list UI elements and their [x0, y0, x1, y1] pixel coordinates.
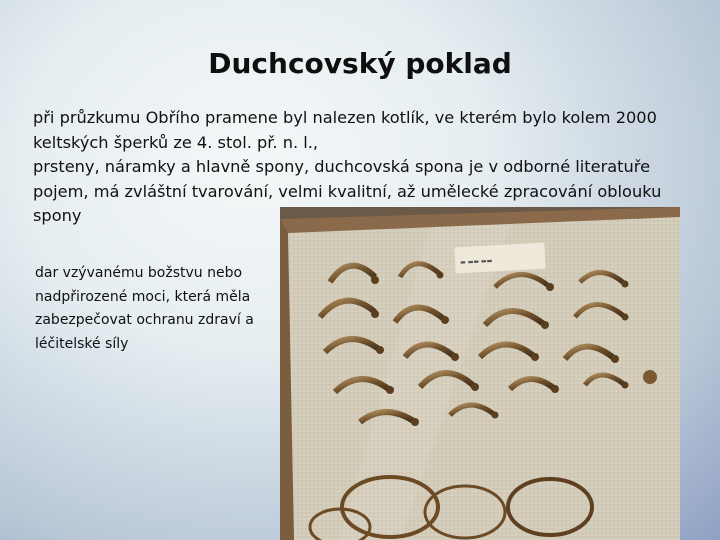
slide-title	[0, 47, 720, 80]
museum-display-photo	[280, 207, 680, 540]
side-note: dar vzývanému božstvu nebo nadpřirozené moci, která měla zabezpečovat ochranu zdraví a léčitelské síly	[35, 265, 254, 352]
paragraph-discovery: při průzkumu Obřího pramene byl nalezen kotlík, ve kterém bylo kolem 2000 keltských šperků ze 4. stol. př. n. l.,	[33, 108, 657, 152]
label-card: ▬ ▬▬ ▬▬	[460, 257, 493, 267]
slide-title-text: Duchcovský poklad	[208, 47, 512, 80]
paragraph-description: prsteny, náramky a hlavně spony, duchcovská spona je v odborné literatuře pojem, má zvláštní tvarování, velmi kvalitní, až umělecké zpracování oblouku spony	[33, 157, 662, 225]
fibulae-display-image	[280, 207, 680, 540]
